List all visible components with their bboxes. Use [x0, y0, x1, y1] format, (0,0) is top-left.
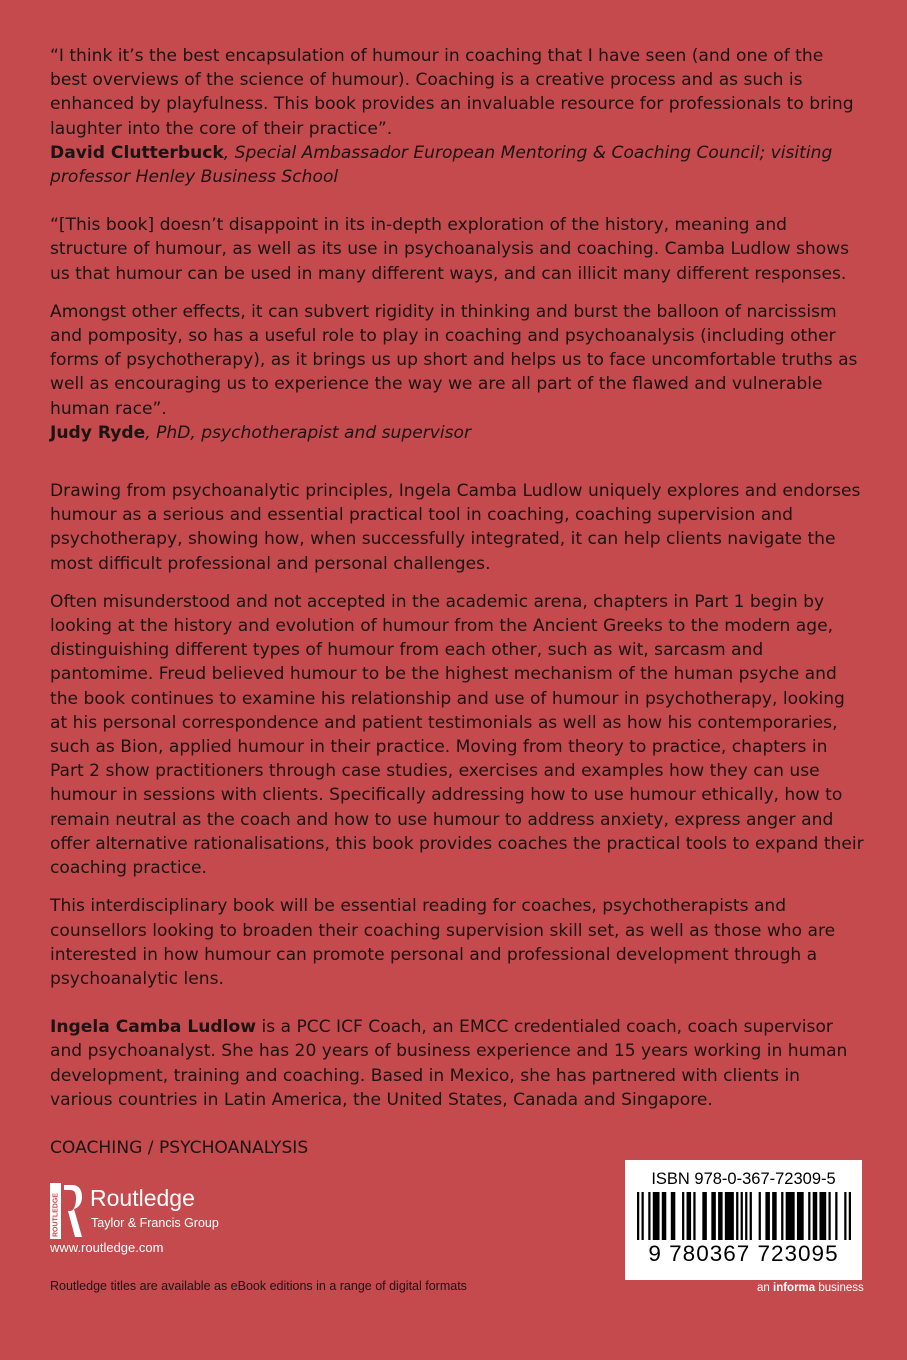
barcode-bar [759, 1192, 761, 1240]
endorser-ryde [50, 421, 865, 445]
author-name: Ingela Camba Ludlow [50, 1017, 257, 1038]
endorser-name: David Clutterbuck [50, 142, 224, 163]
barcode-bar [648, 1192, 650, 1240]
ebook-availability-note: Routledge titles are available as eBook editions in a range of digital formats [50, 1279, 467, 1293]
barcode-bar [786, 1192, 795, 1240]
endorsement-quote-clutterbuck: “I think it’s the best encapsulation of humour in coaching that I have seen (and one of the best overviews of the science of humour). Coaching is a creative process and as such is enhanced by playfulness. This book provides an invaluable resource for professionals to bring laughter into the core of their practice”. [50, 46, 854, 139]
description-paragraph-2: Often misunderstood and not accepted in the academic arena, chapters in Part 1 begin by looking at the history and evolution of humour from the Ancient Greeks to the modern age, distinguishing different types of humour from each other, such as wit, sarcasm and pantomime. Freud believed humour to be the highest mechanism of the human psyche and the book continues to examine his relationship and use of humour in psychotherapy, looking at his personal correspondence and patient testimonials as well as how his contemporaries, such as Bion, applied humour in their practice. Moving from theory to practice, chapters in Part 2 show practitioners through case studies, exercises and examples how they can use humour in sessions with clients. Specifically addressing how to use humour ethically, how to remain neutral as the coach and how to use humour to address anxiety, express anger and offer alternative rationalisations, this book provides coaches the practical tools to expand their coaching practice. [50, 591, 864, 879]
publisher-block [50, 1183, 310, 1263]
publisher-group: Taylor & Francis Group [91, 1216, 219, 1230]
barcode-bars [637, 1192, 851, 1240]
endorser-title: , Special Ambassador European Mentoring & Coaching Council; visiting professor Henley Business School [50, 142, 833, 188]
barcode-bar [797, 1192, 804, 1240]
barcode-bar [819, 1192, 826, 1240]
endorser-clutterbuck [50, 141, 865, 189]
back-cover-text [50, 44, 865, 1160]
barcode-bar [662, 1192, 667, 1240]
endorsement-quote-ryde-2: Amongst other effects, it can subvert rigidity in thinking and burst the balloon of narcissism and pomposity, so has a useful role to play in coaching and psychoanalysis (including other forms of psychotherapy), as it brings us up short and helps us to face uncomfortable truths as well as encouraging us to experience the way we are all part of the flawed and vulnerable human race”. [50, 301, 858, 419]
description-paragraph-1: Drawing from psychoanalytic principles, Ingela Camba Ludlow uniquely explores and endorses humour as a serious and essential practical tool in coaching, coaching supervision and psychotherapy, showing how, when successfully integrated, it can help clients navigate the most difficult professional and personal challenges. [50, 481, 861, 574]
barcode-bar [844, 1192, 846, 1240]
barcode-bar [835, 1192, 837, 1240]
barcode-bar [813, 1192, 818, 1240]
informa-brand: informa [773, 1282, 816, 1294]
barcode-bar [849, 1192, 851, 1240]
barcode-bar [765, 1192, 770, 1240]
description-paragraph-3: This interdisciplinary book will be essential reading for coaches, psychotherapists and counsellors looking to broaden their coaching supervision skill set, as well as those who are interested in how humour can promote personal and professional development through a psychoanalytic lens. [50, 896, 836, 989]
barcode-bar [682, 1192, 684, 1240]
barcode-bar [711, 1192, 716, 1240]
barcode-bar [828, 1192, 830, 1240]
barcode-bar [702, 1192, 707, 1240]
informa-suffix: business [815, 1282, 864, 1294]
isbn-barcode [625, 1160, 862, 1280]
author-bio-text: is a PCC ICF Coach, an EMCC credentialed coach, coach supervisor and psychoanalyst. She has 20 years of business experience and 15 years working in human development, training and coaching. Based in Mexico, she has partnered with clients in various countries in Latin America, the United States, Canada and Singapore. [50, 1017, 848, 1110]
routledge-logo-icon [50, 1183, 82, 1239]
barcode-bar [671, 1192, 676, 1240]
barcode-bar [725, 1192, 734, 1240]
publisher-url[interactable]: www.routledge.com [50, 1240, 164, 1255]
barcode-bar [741, 1192, 743, 1240]
logo-vertical-text: ROUTLEDGE [52, 1193, 60, 1237]
barcode-bar [693, 1192, 695, 1240]
barcode-bar [750, 1192, 752, 1240]
author-bio [50, 1015, 865, 1112]
barcode-bar [736, 1192, 738, 1240]
informa-tagline [757, 1281, 864, 1295]
barcode-bar [745, 1192, 747, 1240]
barcode-bar [808, 1192, 810, 1240]
isbn-label: ISBN 978-0-367-72309-5 [651, 1170, 836, 1188]
informa-prefix: an [757, 1282, 773, 1294]
endorser-name: Judy Ryde [50, 422, 146, 443]
barcode-bar [637, 1192, 639, 1240]
barcode-bar [642, 1192, 644, 1240]
endorser-title: , PhD, psychotherapist and supervisor [145, 422, 472, 443]
publisher-name: Routledge [90, 1185, 195, 1211]
barcode-bar [653, 1192, 660, 1240]
endorsement-quote-ryde-1: “[This book] doesn’t disappoint in its in-depth exploration of the history, meaning and structure of humour, as well as its use in psychoanalysis and coaching. Camba Ludlow shows us that humour can be used in many different ways, and can illicit many different responses. [50, 215, 850, 284]
subject-category: COACHING / PSYCHOANALYSIS [50, 1137, 309, 1158]
barcode-bar [687, 1192, 692, 1240]
barcode-bar [772, 1192, 777, 1240]
barcode-bar [781, 1192, 783, 1240]
barcode-bar [718, 1192, 723, 1240]
barcode-digits: 9 780367 723095 [648, 1241, 839, 1266]
